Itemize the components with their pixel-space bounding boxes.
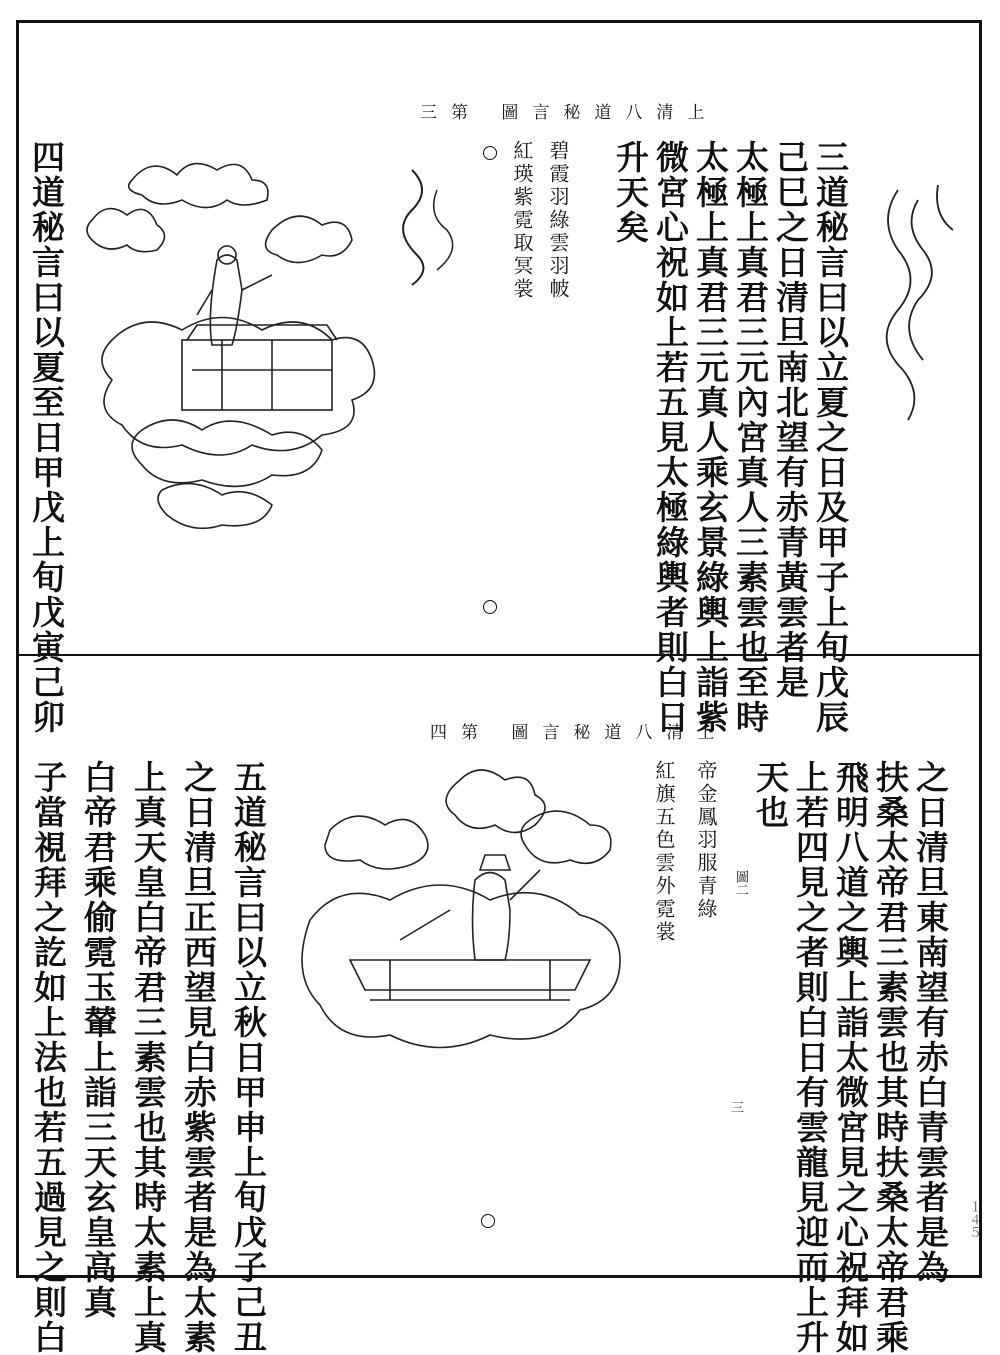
- bottom-text-column-4: 上若四見之者則白日有雲龍見迎而上升: [791, 760, 830, 1355]
- top-text-column-5: 微宮心祝如上若五見太極綠輿者則白日: [651, 140, 690, 735]
- cloud-and-figure-illustration-top: [72, 140, 472, 560]
- top-bottom-circle-mark: [483, 600, 497, 614]
- bottom-caption-1: 帝金鳳羽服青綠: [694, 760, 718, 921]
- top-text-column-3: 太極上真君三元內宮真人三素雲也至時: [731, 140, 770, 735]
- page-number: １４５: [966, 1200, 981, 1239]
- top-text-column-4: 太極上真君三元真人乘玄景綠輿上詣紫: [691, 140, 730, 735]
- top-text-column-1: 三道秘言曰以立夏之日及甲子上旬戊辰: [811, 140, 850, 735]
- bottom-text-column-1: 之日清旦東南望有赤白青雲者是為: [911, 760, 950, 1285]
- page-mark: 三: [731, 1101, 745, 1116]
- cloud-and-figure-illustration-bottom: [290, 760, 650, 1070]
- bottom-circle-mark: [481, 1214, 495, 1228]
- bottom-left-column-4: 白帝君乘偷霓玉輦上詣三天玄皇高真: [79, 760, 118, 1320]
- bottom-left-column-5: 子當視拜之訖如上法也若五過見之則白: [29, 760, 68, 1355]
- bottom-left-column-3: 上真天皇白帝君三素雲也其時太素上真: [129, 760, 168, 1355]
- bottom-text-column-2: 扶桑太帝君三素雲也其時扶桑太帝君乘: [871, 760, 910, 1355]
- bottom-panel-header: 上清八道秘言圖 第四: [430, 723, 729, 743]
- bottom-text-column-5: 天也: [751, 760, 790, 830]
- top-text-column-6: 升天矣: [611, 140, 650, 245]
- bottom-caption-2: 紅旗五色雲外霓裳: [652, 760, 676, 944]
- top-panel-header: 上清八道秘言圖 第三: [420, 103, 719, 123]
- top-caption-2: 紅瑛紫霓取冥裳: [510, 140, 534, 301]
- figure-mark: 圖二: [733, 870, 748, 896]
- bottom-left-column-1: 五道秘言曰以立秋日甲申上旬戊子己丑: [229, 760, 268, 1355]
- bottom-left-column-2: 之日清旦正西望見白赤紫雲者是為太素: [179, 760, 218, 1355]
- top-left-column: 四道秘言曰以夏至日甲戊上旬戊寅己卯: [27, 140, 66, 735]
- flame-decoration-icon: [858, 180, 968, 430]
- top-text-column-2: 己巳之日清旦南北望有赤青黃雲者是: [771, 140, 810, 700]
- top-caption-1: 碧霞羽綠雲羽帔: [546, 140, 570, 301]
- top-caption-circle-mark: [483, 146, 497, 160]
- bottom-text-column-3: 飛明八道之輿上詣太微宮見之心祝拜如: [831, 760, 870, 1355]
